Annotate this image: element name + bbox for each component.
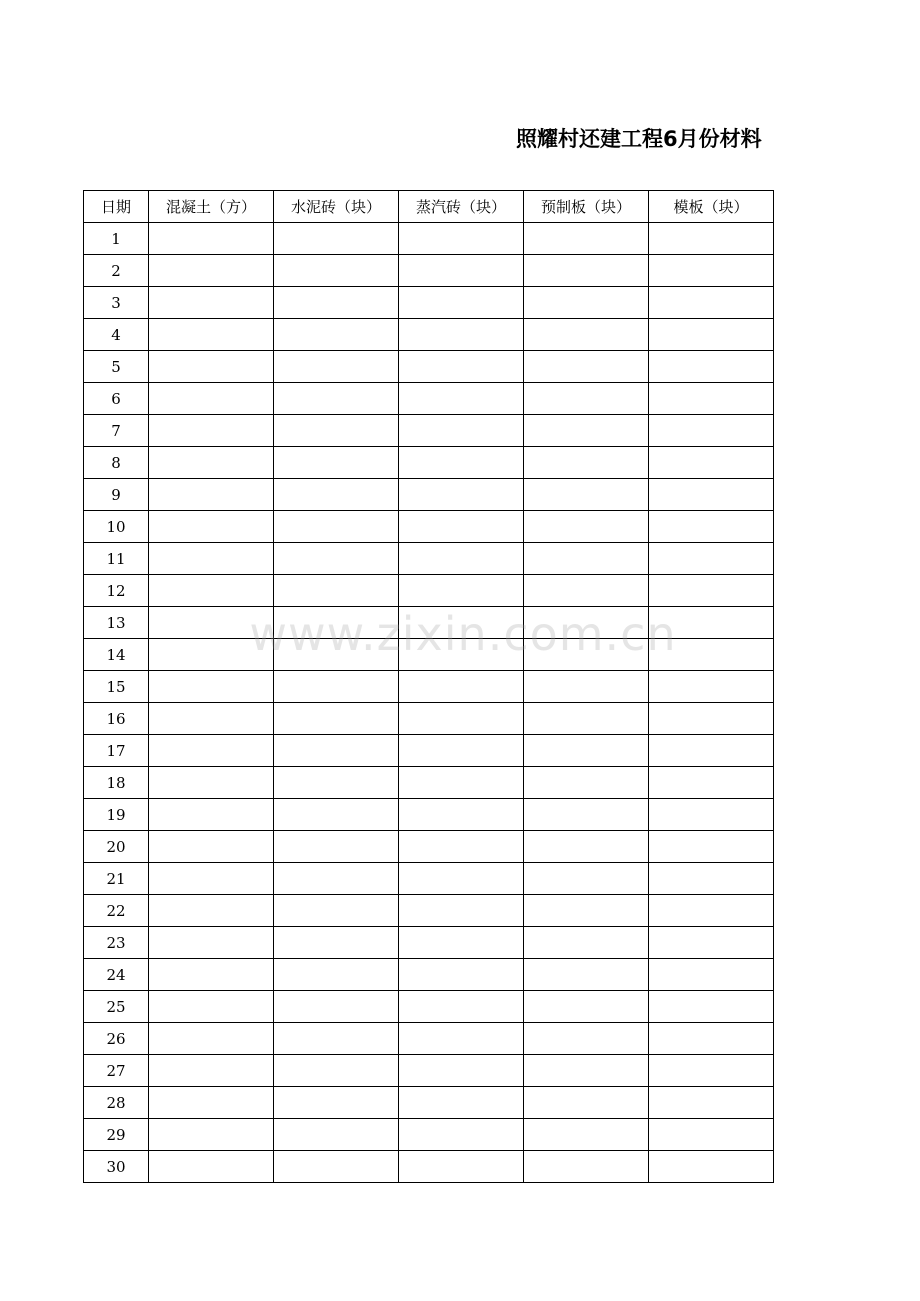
date-cell[interactable]: 12 [84,575,149,607]
date-cell[interactable]: 1 [84,223,149,255]
header-cell-precast-slab[interactable]: 预制板（块） [524,191,649,223]
cement-brick-cell[interactable] [274,799,399,831]
date-cell[interactable]: 21 [84,863,149,895]
table-row [84,1119,774,1151]
cement-brick-cell[interactable] [274,1151,399,1183]
steam-brick-cell[interactable] [399,543,524,575]
cement-brick-cell[interactable] [274,575,399,607]
cement-brick-cell[interactable] [274,927,399,959]
table-row [84,863,774,895]
table-row [84,895,774,927]
formwork-cell[interactable] [649,351,774,383]
concrete-cell[interactable] [149,671,274,703]
concrete-cell[interactable] [149,831,274,863]
precast-slab-cell[interactable] [524,511,649,543]
date-cell[interactable]: 9 [84,479,149,511]
table-row [84,319,774,351]
precast-slab-cell[interactable] [524,1119,649,1151]
cement-brick-cell[interactable] [274,895,399,927]
table-row [84,255,774,287]
table-row [84,799,774,831]
precast-slab-cell[interactable] [524,767,649,799]
date-cell[interactable]: 20 [84,831,149,863]
table-row [84,1151,774,1183]
formwork-cell[interactable] [649,1151,774,1183]
cement-brick-cell[interactable] [274,319,399,351]
precast-slab-cell[interactable] [524,1023,649,1055]
steam-brick-cell[interactable] [399,671,524,703]
steam-brick-cell[interactable] [399,607,524,639]
formwork-cell[interactable] [649,511,774,543]
concrete-cell[interactable] [149,1151,274,1183]
header-row [84,191,774,223]
concrete-cell[interactable] [149,1055,274,1087]
formwork-cell[interactable] [649,959,774,991]
formwork-cell[interactable] [649,415,774,447]
cement-brick-cell[interactable] [274,991,399,1023]
table-row [84,575,774,607]
date-cell[interactable]: 29 [84,1119,149,1151]
cement-brick-cell[interactable] [274,671,399,703]
cement-brick-cell[interactable] [274,255,399,287]
page-title: 照耀村还建工程6月份材料 [516,127,762,151]
concrete-cell[interactable] [149,543,274,575]
date-cell[interactable]: 14 [84,639,149,671]
concrete-cell[interactable] [149,447,274,479]
cement-brick-cell[interactable] [274,639,399,671]
formwork-cell[interactable] [649,1023,774,1055]
formwork-cell[interactable] [649,479,774,511]
table-row [84,639,774,671]
table-row [84,703,774,735]
table-row [84,383,774,415]
concrete-cell[interactable] [149,415,274,447]
precast-slab-cell[interactable] [524,287,649,319]
date-cell[interactable]: 30 [84,1151,149,1183]
precast-slab-cell[interactable] [524,479,649,511]
formwork-cell[interactable] [649,223,774,255]
formwork-cell[interactable] [649,287,774,319]
date-cell[interactable]: 11 [84,543,149,575]
table-body [84,191,774,1183]
date-cell[interactable]: 5 [84,351,149,383]
steam-brick-cell[interactable] [399,927,524,959]
concrete-cell[interactable] [149,287,274,319]
concrete-cell[interactable] [149,255,274,287]
steam-brick-cell[interactable] [399,479,524,511]
precast-slab-cell[interactable] [524,799,649,831]
cement-brick-cell[interactable] [274,863,399,895]
table-row [84,1023,774,1055]
precast-slab-cell[interactable] [524,863,649,895]
table-row [84,447,774,479]
steam-brick-cell[interactable] [399,703,524,735]
table-row [84,735,774,767]
table-row [84,607,774,639]
precast-slab-cell[interactable] [524,991,649,1023]
precast-slab-cell[interactable] [524,735,649,767]
steam-brick-cell[interactable] [399,639,524,671]
cement-brick-cell[interactable] [274,287,399,319]
precast-slab-cell[interactable] [524,703,649,735]
date-cell[interactable]: 25 [84,991,149,1023]
date-cell[interactable]: 15 [84,671,149,703]
concrete-cell[interactable] [149,735,274,767]
steam-brick-cell[interactable] [399,1023,524,1055]
formwork-cell[interactable] [649,1055,774,1087]
cement-brick-cell[interactable] [274,607,399,639]
steam-brick-cell[interactable] [399,831,524,863]
steam-brick-cell[interactable] [399,991,524,1023]
cement-brick-cell[interactable] [274,511,399,543]
cement-brick-cell[interactable] [274,735,399,767]
precast-slab-cell[interactable] [524,927,649,959]
steam-brick-cell[interactable] [399,767,524,799]
steam-brick-cell[interactable] [399,287,524,319]
formwork-cell[interactable] [649,895,774,927]
steam-brick-cell[interactable] [399,575,524,607]
precast-slab-cell[interactable] [524,447,649,479]
formwork-cell[interactable] [649,767,774,799]
header-cell-concrete[interactable]: 混凝土（方） [149,191,274,223]
precast-slab-cell[interactable] [524,671,649,703]
precast-slab-cell[interactable] [524,895,649,927]
concrete-cell[interactable] [149,351,274,383]
concrete-cell[interactable] [149,383,274,415]
formwork-cell[interactable] [649,703,774,735]
date-cell[interactable]: 2 [84,255,149,287]
date-cell[interactable]: 8 [84,447,149,479]
concrete-cell[interactable] [149,223,274,255]
date-cell[interactable]: 28 [84,1087,149,1119]
cement-brick-cell[interactable] [274,703,399,735]
concrete-cell[interactable] [149,927,274,959]
cement-brick-cell[interactable] [274,767,399,799]
date-cell[interactable]: 16 [84,703,149,735]
table-row [84,511,774,543]
date-cell[interactable]: 24 [84,959,149,991]
steam-brick-cell[interactable] [399,1119,524,1151]
concrete-cell[interactable] [149,607,274,639]
header-cell-formwork[interactable]: 模板（块） [649,191,774,223]
date-cell[interactable]: 7 [84,415,149,447]
concrete-cell[interactable] [149,1087,274,1119]
concrete-cell[interactable] [149,799,274,831]
header-cell-cement-brick[interactable]: 水泥砖（块） [274,191,399,223]
table-row [84,671,774,703]
formwork-cell[interactable] [649,319,774,351]
concrete-cell[interactable] [149,639,274,671]
cement-brick-cell[interactable] [274,1023,399,1055]
precast-slab-cell[interactable] [524,831,649,863]
steam-brick-cell[interactable] [399,863,524,895]
steam-brick-cell[interactable] [399,511,524,543]
formwork-cell[interactable] [649,1087,774,1119]
cement-brick-cell[interactable] [274,959,399,991]
cement-brick-cell[interactable] [274,831,399,863]
precast-slab-cell[interactable] [524,639,649,671]
table-row [84,831,774,863]
date-cell[interactable]: 3 [84,287,149,319]
date-cell[interactable]: 10 [84,511,149,543]
concrete-cell[interactable] [149,575,274,607]
precast-slab-cell[interactable] [524,575,649,607]
cement-brick-cell[interactable] [274,383,399,415]
precast-slab-cell[interactable] [524,1087,649,1119]
steam-brick-cell[interactable] [399,415,524,447]
cement-brick-cell[interactable] [274,1055,399,1087]
precast-slab-cell[interactable] [524,607,649,639]
table-row [84,287,774,319]
date-cell[interactable]: 4 [84,319,149,351]
table-row [84,1055,774,1087]
material-table [83,190,774,1183]
steam-brick-cell[interactable] [399,1055,524,1087]
precast-slab-cell[interactable] [524,1055,649,1087]
cement-brick-cell[interactable] [274,223,399,255]
table-row [84,959,774,991]
date-cell[interactable]: 18 [84,767,149,799]
formwork-cell[interactable] [649,575,774,607]
formwork-cell[interactable] [649,991,774,1023]
steam-brick-cell[interactable] [399,959,524,991]
formwork-cell[interactable] [649,1119,774,1151]
cement-brick-cell[interactable] [274,1119,399,1151]
date-cell[interactable]: 17 [84,735,149,767]
cement-brick-cell[interactable] [274,543,399,575]
date-cell[interactable]: 27 [84,1055,149,1087]
formwork-cell[interactable] [649,607,774,639]
precast-slab-cell[interactable] [524,351,649,383]
steam-brick-cell[interactable] [399,351,524,383]
precast-slab-cell[interactable] [524,223,649,255]
steam-brick-cell[interactable] [399,735,524,767]
precast-slab-cell[interactable] [524,255,649,287]
concrete-cell[interactable] [149,1023,274,1055]
concrete-cell[interactable] [149,767,274,799]
concrete-cell[interactable] [149,703,274,735]
header-cell-date[interactable]: 日期 [84,191,149,223]
date-cell[interactable]: 13 [84,607,149,639]
steam-brick-cell[interactable] [399,447,524,479]
steam-brick-cell[interactable] [399,319,524,351]
concrete-cell[interactable] [149,863,274,895]
formwork-cell[interactable] [649,543,774,575]
formwork-cell[interactable] [649,831,774,863]
date-cell[interactable]: 23 [84,927,149,959]
precast-slab-cell[interactable] [524,319,649,351]
formwork-cell[interactable] [649,799,774,831]
date-cell[interactable]: 19 [84,799,149,831]
cement-brick-cell[interactable] [274,351,399,383]
precast-slab-cell[interactable] [524,1151,649,1183]
formwork-cell[interactable] [649,735,774,767]
precast-slab-cell[interactable] [524,415,649,447]
cement-brick-cell[interactable] [274,415,399,447]
formwork-cell[interactable] [649,863,774,895]
steam-brick-cell[interactable] [399,1151,524,1183]
formwork-cell[interactable] [649,927,774,959]
header-cell-steam-brick[interactable]: 蒸汽砖（块） [399,191,524,223]
precast-slab-cell[interactable] [524,543,649,575]
table-row [84,543,774,575]
formwork-cell[interactable] [649,671,774,703]
date-cell[interactable]: 22 [84,895,149,927]
precast-slab-cell[interactable] [524,959,649,991]
concrete-cell[interactable] [149,1119,274,1151]
steam-brick-cell[interactable] [399,255,524,287]
table-row [84,1087,774,1119]
formwork-cell[interactable] [649,447,774,479]
table-row [84,767,774,799]
concrete-cell[interactable] [149,991,274,1023]
concrete-cell[interactable] [149,959,274,991]
steam-brick-cell[interactable] [399,1087,524,1119]
formwork-cell[interactable] [649,639,774,671]
table-row [84,479,774,511]
table-row [84,351,774,383]
date-cell[interactable]: 6 [84,383,149,415]
steam-brick-cell[interactable] [399,895,524,927]
table-row [84,415,774,447]
steam-brick-cell[interactable] [399,383,524,415]
cement-brick-cell[interactable] [274,1087,399,1119]
concrete-cell[interactable] [149,479,274,511]
concrete-cell[interactable] [149,895,274,927]
cement-brick-cell[interactable] [274,479,399,511]
steam-brick-cell[interactable] [399,799,524,831]
concrete-cell[interactable] [149,511,274,543]
formwork-cell[interactable] [649,255,774,287]
watermark: www.zixin.com.cn [249,607,677,661]
table-row [84,991,774,1023]
precast-slab-cell[interactable] [524,383,649,415]
steam-brick-cell[interactable] [399,223,524,255]
cement-brick-cell[interactable] [274,447,399,479]
table-row [84,927,774,959]
formwork-cell[interactable] [649,383,774,415]
concrete-cell[interactable] [149,319,274,351]
table-row [84,223,774,255]
date-cell[interactable]: 26 [84,1023,149,1055]
